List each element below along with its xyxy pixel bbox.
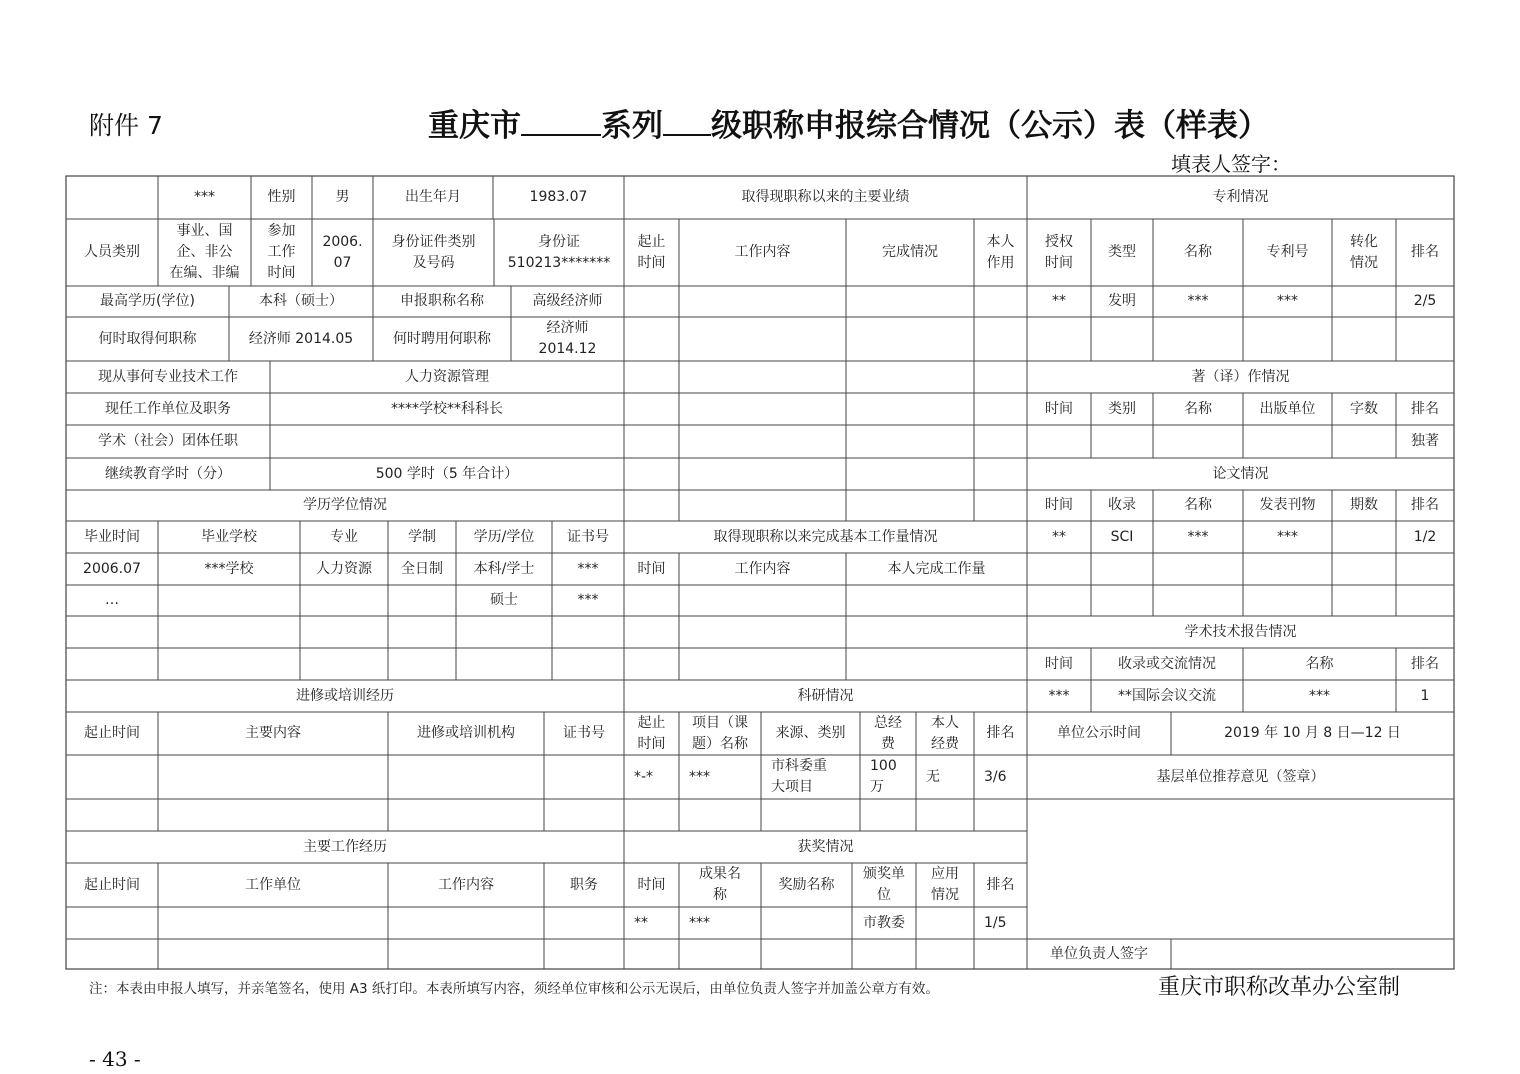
ach-header-status: 完成情况 xyxy=(882,244,938,260)
book-row-rank: 独著 xyxy=(1411,433,1439,449)
hired-value: 经济师 2014.12 xyxy=(538,320,597,357)
ach-header-content: 工作内容 xyxy=(734,244,791,260)
patent-row-rank: 2/5 xyxy=(1413,293,1437,309)
book-header-rank: 排名 xyxy=(1411,400,1439,417)
report-header-name: 名称 xyxy=(1305,655,1334,672)
awards-row-name: *** xyxy=(689,914,710,931)
awards-header-name: 成果名 称 xyxy=(699,866,741,903)
edu-row1-major: 人力资源 xyxy=(316,560,372,577)
office-label: 重庆市职称改革办公室制 xyxy=(1158,975,1401,1000)
unit-label: 现任工作单位及职务 xyxy=(105,400,231,417)
research-header-rank: 排名 xyxy=(986,725,1015,741)
report-row-rank: 1 xyxy=(1420,687,1430,704)
gender-value: 男 xyxy=(335,189,350,205)
edu-row2-degree: 硕士 xyxy=(490,592,518,608)
profession-value: 人力资源管理 xyxy=(405,368,489,385)
ach-header-role: 本人 作用 xyxy=(986,233,1015,271)
society-value xyxy=(270,425,624,458)
research-header-period: 起止 时间 xyxy=(637,714,666,752)
workload-header-time: 时间 xyxy=(637,560,666,577)
id-label: 身份证件类别 及号码 xyxy=(391,233,476,271)
edu-row1-school: ***学校 xyxy=(204,560,254,577)
work-header-period: 起止时间 xyxy=(84,876,140,893)
birth-value: 1983.07 xyxy=(529,189,588,205)
paper-header-journal: 发表刊物 xyxy=(1259,497,1316,513)
ce-label: 继续教育学时（分） xyxy=(105,465,231,482)
footer-note: 注：本表由申报人填写，并亲笔签名，使用 A3 纸打印。本表所填写内容，须经单位审核和公示无误后，由单位负责人签字并加盖公章方有效。 xyxy=(89,981,939,997)
edu-row1-cert: *** xyxy=(577,560,599,577)
training-header-content: 主要内容 xyxy=(245,725,301,741)
awards-header-application: 应用 情况 xyxy=(931,866,959,903)
edu-label: 最高学历(学位) xyxy=(100,293,195,309)
paper-header-index: 收录 xyxy=(1108,497,1136,513)
books-title: 著（译）作情况 xyxy=(1191,368,1290,385)
edu-row2-cert: *** xyxy=(577,592,599,608)
awards-title: 获奖情况 xyxy=(797,838,854,855)
leader-sign-label: 单位负责人签字 xyxy=(1050,945,1148,962)
paper-row-rank: 1/2 xyxy=(1413,528,1437,545)
patent-header-transfer: 转化 情况 xyxy=(1350,233,1378,271)
research-row-total: 100 万 xyxy=(870,758,897,795)
research-row-source: 市科委重 大项目 xyxy=(771,758,827,795)
work-history-title: 主要工作经历 xyxy=(303,838,387,855)
ce-value: 500 学时（5 年合计） xyxy=(375,465,519,482)
awards-row-application xyxy=(916,907,974,939)
apply-title-value: 高级经济师 xyxy=(532,293,603,309)
ach-header-period: 起止 时间 xyxy=(637,233,666,271)
paper-row-journal: *** xyxy=(1277,528,1298,545)
workload-header-content: 工作内容 xyxy=(734,560,791,577)
book-header-time: 时间 xyxy=(1045,400,1073,417)
report-row-name: *** xyxy=(1309,687,1330,704)
patent-header-type: 类型 xyxy=(1108,244,1136,260)
apply-title-label: 申报职称名称 xyxy=(400,293,484,309)
book-header-words: 字数 xyxy=(1350,400,1378,417)
hired-label: 何时聘用何职称 xyxy=(393,330,491,347)
publicity-time-value: 2019 年 10 月 8 日—12 日 xyxy=(1224,725,1401,741)
obtained-label: 何时取得何职称 xyxy=(98,330,197,347)
paper-header-time: 时间 xyxy=(1045,497,1073,513)
workload-title: 取得现职称以来完成基本工作量情况 xyxy=(713,528,938,545)
book-header-name: 名称 xyxy=(1184,400,1212,417)
report-header-exchange: 收录或交流情况 xyxy=(1118,655,1216,672)
awards-row-award xyxy=(761,907,852,939)
id-value: 身份证 510213******* xyxy=(507,233,611,271)
awards-header-rank: 排名 xyxy=(986,876,1015,893)
edu-row1-degree: 本科/学士 xyxy=(473,560,535,577)
book-header-category: 类别 xyxy=(1108,400,1136,417)
research-row-period: *-* xyxy=(634,768,654,785)
paper-row-name: *** xyxy=(1187,528,1209,545)
edu-header-major: 专业 xyxy=(330,528,358,545)
paper-row-time: ** xyxy=(1052,528,1066,545)
work-start-value: 2006. 07 xyxy=(322,233,363,271)
paper-header-issue: 期数 xyxy=(1350,497,1378,513)
research-header-own: 本人 经费 xyxy=(931,714,959,752)
edu-row1-graduation: 2006.07 xyxy=(83,560,141,577)
paper-row-index: SCI xyxy=(1110,528,1134,545)
patent-row-number: *** xyxy=(1277,293,1298,309)
report-row-exchange: **国际会议交流 xyxy=(1118,687,1216,704)
edu-header-system: 学制 xyxy=(408,528,436,545)
training-header-period: 起止时间 xyxy=(84,725,140,741)
training-header-cert: 证书号 xyxy=(563,725,605,741)
research-header-project: 项目（课 题）名称 xyxy=(692,714,748,752)
patents-title: 专利情况 xyxy=(1212,189,1269,205)
gender-label: 性别 xyxy=(267,189,296,205)
work-header-content: 工作内容 xyxy=(438,876,494,893)
work-header-unit: 工作单位 xyxy=(245,876,301,893)
training-header-institution: 进修或培训机构 xyxy=(417,725,515,741)
research-row-own: 无 xyxy=(926,768,940,785)
awards-header-award: 奖励名称 xyxy=(778,876,835,893)
profession-label: 现从事何专业技术工作 xyxy=(98,368,238,385)
work-start-label: 参加 工作 时间 xyxy=(267,223,296,281)
edu-value: 本科（硕士） xyxy=(259,293,343,309)
edu-header-degree: 学历/学位 xyxy=(473,528,535,545)
training-title: 进修或培训经历 xyxy=(296,687,394,704)
patent-header-time: 授权 时间 xyxy=(1045,233,1073,271)
title-city: 重庆市 xyxy=(428,108,521,144)
edu-row2-graduation: … xyxy=(105,592,119,608)
recommend-label: 基层单位推荐意见（签章） xyxy=(1156,768,1325,785)
research-header-total: 总经 费 xyxy=(874,714,902,752)
papers-title: 论文情况 xyxy=(1212,465,1269,482)
paper-header-rank: 排名 xyxy=(1411,497,1439,513)
reports-title: 学术技术报告情况 xyxy=(1184,623,1297,640)
workload-header-amount: 本人完成工作量 xyxy=(887,560,986,577)
research-title: 科研情况 xyxy=(797,687,854,704)
book-header-publisher: 出版单位 xyxy=(1259,400,1316,417)
title-series: 系列 xyxy=(601,108,663,144)
patent-row-name: *** xyxy=(1187,293,1209,309)
awards-row-time: ** xyxy=(634,914,648,931)
report-row-time: *** xyxy=(1048,687,1070,704)
patent-row-type: 发明 xyxy=(1108,293,1136,309)
education-title: 学历学位情况 xyxy=(303,497,387,513)
patent-header-rank: 排名 xyxy=(1411,244,1439,260)
publicity-time-label: 单位公示时间 xyxy=(1057,725,1141,741)
unit-value: ****学校**科科长 xyxy=(391,400,503,417)
research-row-rank: 3/6 xyxy=(984,768,1007,785)
awards-header-time: 时间 xyxy=(637,876,666,893)
signer-label: 填表人签字： xyxy=(1171,152,1291,176)
awards-row-rank: 1/5 xyxy=(984,914,1007,931)
paper-header-name: 名称 xyxy=(1184,497,1212,513)
report-header-time: 时间 xyxy=(1045,655,1073,672)
patent-row-time: ** xyxy=(1052,293,1066,309)
name-value: *** xyxy=(194,189,215,205)
report-header-rank: 排名 xyxy=(1411,655,1439,672)
category-value: 事业、国 企、非公 在编、非编 xyxy=(169,223,240,281)
page-number: - 43 - xyxy=(89,1047,141,1071)
patent-header-number: 专利号 xyxy=(1266,244,1309,260)
awards-row-issuer: 市教委 xyxy=(863,914,905,931)
title-rest: 级职称申报综合情况（公示）表（样表） xyxy=(711,108,1269,144)
awards-header-issuer: 颁奖单 位 xyxy=(863,866,905,903)
research-header-source: 来源、类别 xyxy=(775,725,846,741)
attachment-label: 附件 7 xyxy=(89,111,163,140)
birth-label: 出生年月 xyxy=(405,189,461,205)
edu-header-cert: 证书号 xyxy=(567,528,609,545)
edu-header-graduation: 毕业时间 xyxy=(84,528,140,545)
patent-header-name: 名称 xyxy=(1184,244,1212,260)
achievements-title: 取得现职称以来的主要业绩 xyxy=(741,189,910,205)
obtained-value: 经济师 2014.05 xyxy=(248,330,354,347)
research-row-project: *** xyxy=(689,768,710,785)
work-header-position: 职务 xyxy=(570,876,598,893)
category-label: 人员类别 xyxy=(84,244,140,260)
society-label: 学术（社会）团体任职 xyxy=(98,433,238,449)
edu-row1-system: 全日制 xyxy=(401,560,443,577)
edu-header-school: 毕业学校 xyxy=(201,528,257,545)
